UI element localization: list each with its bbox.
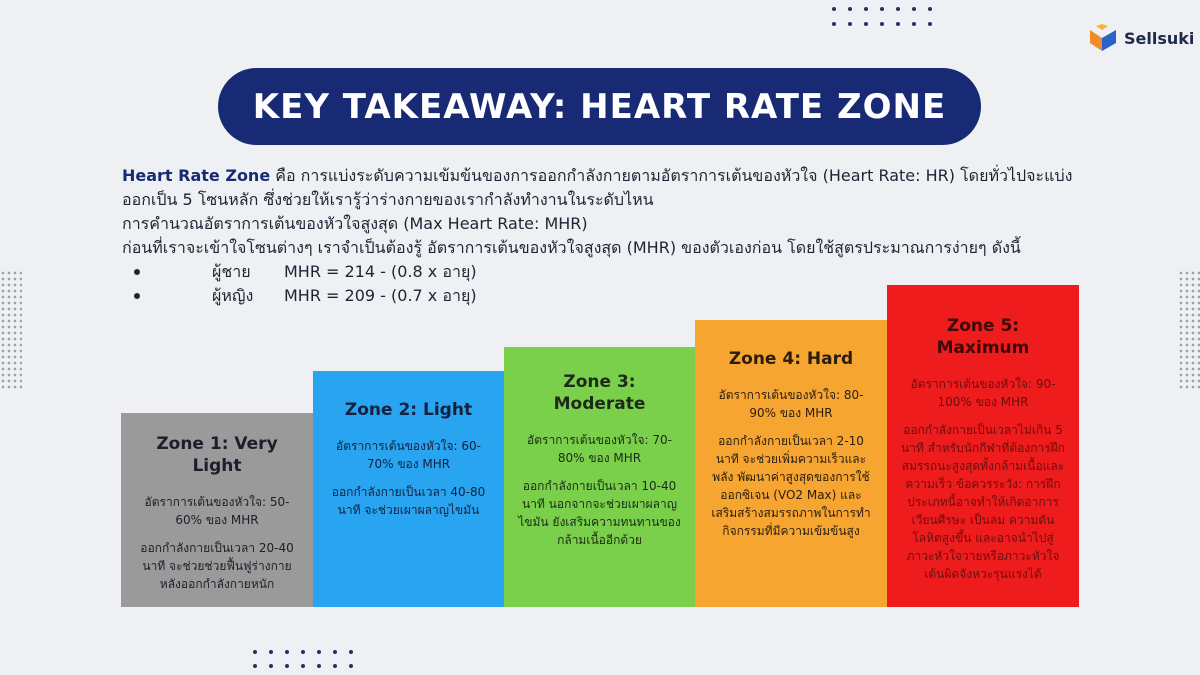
sellsuki-logo bbox=[1088, 24, 1194, 52]
zone-description: ออกกำลังกายเป็นเวลา 20-40 นาที จะช่วยช่วยฟื้นฟูร่างกายหลังออกกำลังกายหนัก bbox=[140, 541, 294, 591]
formula-male bbox=[122, 260, 1082, 284]
zone-rate: อัตราการเต้นของหัวใจ: 80-90% ของ MHR bbox=[718, 388, 864, 420]
zone-rate: อัตราการเต้นของหัวใจ: 90-100% ของ MHR bbox=[910, 377, 1056, 409]
formula-label: ผู้ชาย bbox=[212, 262, 251, 281]
formula-value: MHR = 209 - (0.7 x อายุ) bbox=[284, 286, 477, 305]
zone-title: Zone 2: Light bbox=[344, 400, 473, 420]
zone-rate: อัตราการเต้นของหัวใจ: 50-60% ของ MHR bbox=[144, 495, 290, 527]
zone-5-card bbox=[887, 285, 1079, 607]
zone-description: ออกกำลังกายเป็นเวลา 2-10 นาที จะช่วยเพิ่มความเร็วและพลัง พัฒนาค่าสูงสุดของการใช้ออกซิเจน (VO2 Max) และเสริมสร้างสมรรถภาพในการทำกิจกรรมที่มีความเข้มข้นสูง bbox=[711, 434, 871, 538]
definition-text: คือ การแบ่งระดับความเข้มข้นของการออกกำลังกายตามอัตราการเต้นของหัวใจ (Heart Rate: HR) โดยทั่วไปจะแบ่งออกเป็น 5 โซนหลัก ซึ่งช่วยให้เรารู้ว่าร่างกายของเรากำลังทำงานในระดับไหน bbox=[122, 166, 1073, 209]
zone-2-card bbox=[313, 371, 504, 607]
zone-description: ออกกำลังกายเป็นเวลา 40-80 นาที จะช่วยเผาผลาญไขมัน bbox=[331, 485, 486, 517]
zone-1-card bbox=[121, 413, 313, 607]
zone-description: ออกกำลังกายเป็นเวลาไม่เกิน 5 นาที สำหรับนักกีฬาที่ต้องการฝึกสมรรถนะสูงสุดทั้งกล้ามเนื้อและความเร็ว ข้อควรระวัง: การฝึกประเภทนี้อาจทำให้เกิดอาการเวียนศีรษะ เป็นลม ความดันโลหิตสูงขึ้น และอาจนำไปสู่ภาวะหัวใจวายหรือภาวะหัวใจเต้นผิดจังหวะรุนแรงได้ bbox=[901, 423, 1065, 581]
bullet-icon bbox=[134, 269, 140, 275]
brand-name: Sellsuki bbox=[1124, 28, 1195, 48]
decorative-dots-bottom bbox=[253, 650, 353, 668]
decorative-dots-top bbox=[832, 7, 932, 26]
zone-description: ออกกำลังกายเป็นเวลา 10-40 นาที นอกจากจะช่วยเผาผลาญไขมัน ยังเสริมความทนทานของกล้ามเนื้ออีกด้วย bbox=[518, 479, 681, 547]
zone-title: Zone 5: Maximum bbox=[936, 316, 1030, 358]
formula-value: MHR = 214 - (0.8 x อายุ) bbox=[284, 262, 477, 281]
zone-3-card bbox=[504, 347, 695, 607]
zone-title: Zone 4: Hard bbox=[728, 349, 854, 369]
sellsuki-logo-icon bbox=[1088, 24, 1118, 52]
bullet-icon bbox=[134, 293, 140, 299]
zone-rate: อัตราการเต้นของหัวใจ: 70-80% ของ MHR bbox=[527, 433, 672, 465]
zone-4-card bbox=[695, 320, 887, 607]
mhr-note: ก่อนที่เราจะเข้าใจโซนต่างๆ เราจำเป็นต้องรู้ อัตราการเต้นของหัวใจสูงสุด (MHR) ของตัวเองก่อน โดยใช้สูตรประมาณการง่ายๆ ดังนี้ bbox=[122, 238, 1021, 257]
heart-rate-zone-term: Heart Rate Zone bbox=[122, 166, 271, 185]
zone-title: Zone 3: Moderate bbox=[553, 372, 646, 414]
formula-label: ผู้หญิง bbox=[212, 286, 254, 305]
definition-paragraph bbox=[122, 164, 1082, 212]
zone-rate: อัตราการเต้นของหัวใจ: 60-70% ของ MHR bbox=[336, 439, 481, 471]
decorative-dots-right bbox=[1178, 270, 1200, 390]
zone-title: Zone 1: Very Light bbox=[156, 434, 278, 476]
page-title: KEY TAKEAWAY: HEART RATE ZONE bbox=[218, 68, 981, 145]
decorative-dots-left bbox=[0, 270, 22, 390]
mhr-heading: การคำนวณอัตราการเต้นของหัวใจสูงสุด (Max Heart Rate: MHR) bbox=[122, 214, 588, 233]
